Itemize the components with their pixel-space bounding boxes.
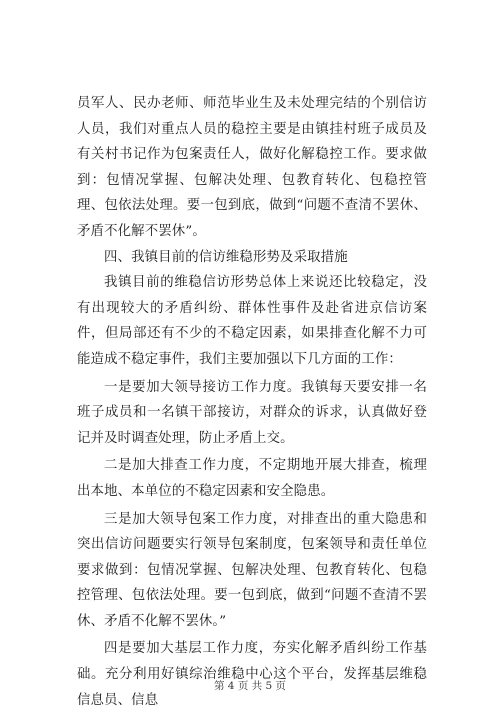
paragraph-measure-3: 三是加大领导包案工作力度，对排查出的重大隐患和突出信访问题要实行领导包案制度，包案领导和责任单位要求做到：包情况掌握、包解决处理、包教育转化、包稳控管理、包依法处理。要一包到底，做到“问题不查清不罢休、矛盾不化解不罢休。”	[77, 511, 427, 629]
document-body	[77, 91, 427, 713]
page-number-footer: 第 4 页 共 5 页	[213, 680, 287, 692]
paragraph-measure-4: 四是要加大基层工作力度，夯实化解矛盾纠纷工作基础。充分利用好镇综治维稳中心这个平台，发挥基层维稳信息员、信息	[77, 641, 427, 708]
section-heading: 四、我镇目前的信访维稳形势及采取措施	[104, 249, 348, 265]
paragraph-continuation: 员军人、民办老师、师范毕业生及未处理完结的个别信访人员，我们对重点人员的稳控主要是由镇挂村班子成员及有关村书记作为包案责任人，做好化解稳控工作。要求做到：包情况掌握、包解决处理、包教育转化、包稳控管理、包依法处理。要一包到底，做到“问题不查清不罢休、矛盾不化解不罢休”。	[77, 96, 427, 239]
paragraph-situation: 我镇目前的维稳信访形势总体上来说还比较稳定，没有出现较大的矛盾纠纷、群体性事件及赴省进京信访案件，但局部还有不少的不稳定因素，如果排查化解不力可能造成不稳定事件，我们主要加强以下几方面的工作：	[77, 275, 427, 367]
paragraph-measure-2: 二是加大排查工作力度，不定期地开展大排查，梳理出本地、本单位的不稳定因素和安全隐患。	[77, 458, 427, 499]
paragraph-measure-1: 一是要加大领导接访工作力度。我镇每天要安排一名班子成员和一名镇干部接访，对群众的诉求，认真做好登记并及时调查处理，防止矛盾上交。	[77, 379, 427, 446]
